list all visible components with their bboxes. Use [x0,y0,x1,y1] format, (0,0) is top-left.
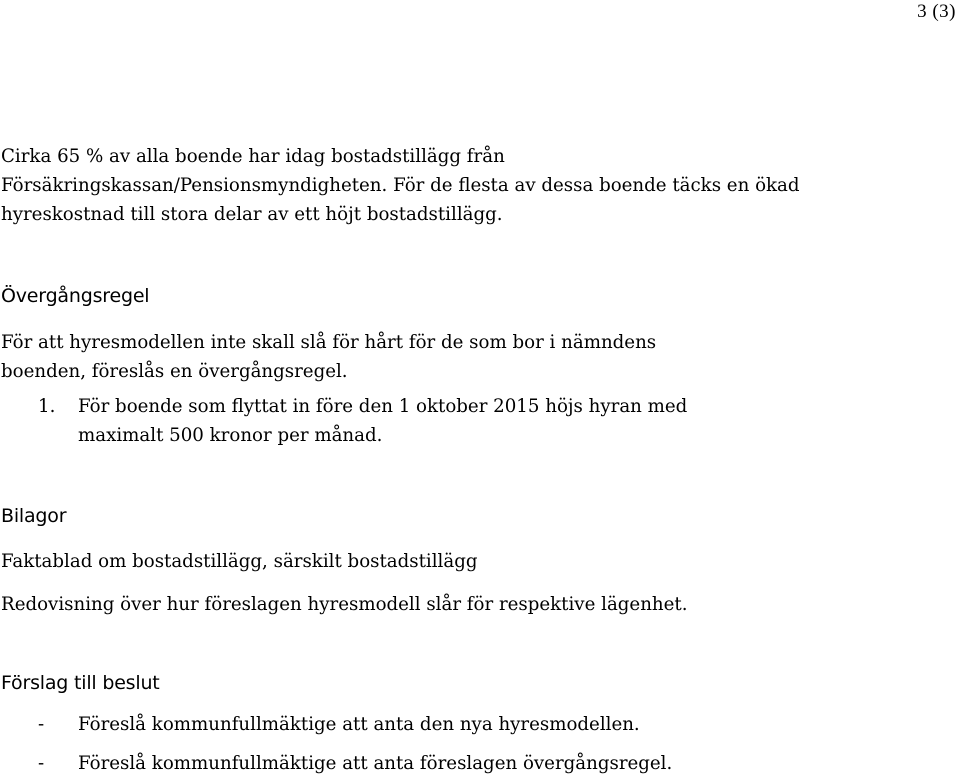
item-text: För boende som flyttat in före den 1 oktober 2015 höjs hyran med maximalt 500 kronor per månad. [78,396,688,446]
proposal-item-text: Föreslå kommunfullmäktige att anta föreslagen övergångsregel. [78,753,673,774]
proposal-item [1,710,951,739]
intro-paragraph: Cirka 65 % av alla boende har idag bostadstillägg från Försäkringskassan/Pensionsmyndigheten. För de flesta av dessa boende täcks en ökad hyreskostnad till stora delar av ett höjt bostadstillägg. [1,146,800,225]
proposal-item [1,749,951,778]
transition-rule-item [1,392,951,450]
proposal-item-text: Föreslå kommunfullmäktige att anta den nya hyresmodellen. [78,714,640,735]
item-number: 1. [38,396,56,417]
transition-rule-paragraph: För att hyresmodellen inte skall slå för hårt för de som bor i nämndens boenden, föreslås en övergångsregel. [1,332,657,382]
page-number: 3 (3) [917,1,956,22]
transition-rule-heading: Övergångsregel [1,285,150,307]
dash-bullet: - [38,714,45,735]
proposal-heading: Förslag till beslut [1,672,160,694]
dash-bullet: - [38,753,45,774]
attachment-item: Redovisning över hur föreslagen hyresmodell slår för respektive lägenhet. [1,594,688,615]
attachment-item: Faktablad om bostadstillägg, särskilt bostadstillägg [1,551,478,572]
attachments-heading: Bilagor [1,505,67,527]
document-body [1,142,951,778]
